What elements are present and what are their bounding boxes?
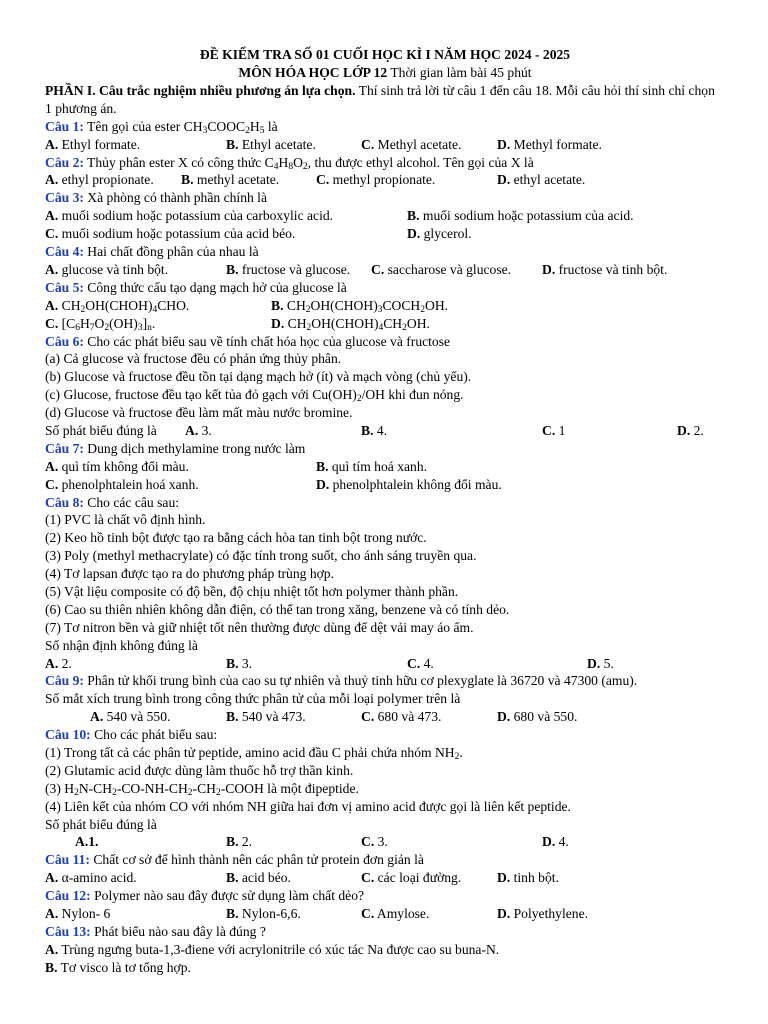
option-c[interactable]: C. 1 <box>542 422 566 438</box>
subscript: 2 <box>302 161 308 172</box>
question-label: Câu 5: <box>45 279 84 295</box>
question-text: Phân tử khối trung bình của cao su tự nhiên và thuỷ tinh hữu cơ plexyglate là 36720 và 47300 (amu). <box>83 673 638 689</box>
question-label: Câu 7: <box>45 440 84 456</box>
options-2 <box>45 171 725 189</box>
option-d[interactable]: D. 5. <box>587 655 614 671</box>
question-9 <box>45 672 725 690</box>
option-d[interactable]: D. glycerol. <box>407 226 472 242</box>
question-label: Câu 3: <box>45 190 84 206</box>
option-c[interactable]: C. Amylose. <box>361 906 430 921</box>
option-a[interactable]: A. α-amino acid. <box>45 870 137 886</box>
question-text: Công thức cấu tạo dạng mạch hở của glucose là <box>83 279 347 295</box>
option-d[interactable]: D. 680 và 550. <box>497 709 578 725</box>
option-a[interactable]: A. muối sodium hoặc potassium của carboxylic acid. <box>45 208 334 224</box>
option-b[interactable]: B. 540 và 473. <box>226 709 306 725</box>
question-text: O <box>293 154 303 170</box>
time-limit: Thời gian làm bài 45 phút <box>387 65 532 80</box>
option-d[interactable]: D. Methyl formate. <box>497 136 602 152</box>
question-text: Phát biểu nào sau đây là đúng ? <box>90 923 266 939</box>
question-ask: Số nhận định không đúng là <box>45 637 198 653</box>
question-label: Câu 9: <box>45 673 84 689</box>
question-text: Chất cơ sở để hình thành nên các phân tử protein đơn giản là <box>89 852 424 868</box>
option-c[interactable]: C. Methyl acetate. <box>361 136 462 152</box>
option-c[interactable]: C. methyl propionate. <box>316 172 436 188</box>
question-text: Polymer nào sau đây được sử dụng làm chất dẻo? <box>90 888 365 904</box>
options-3-row2 <box>45 225 725 243</box>
option-a[interactable]: A. Nylon- 6 <box>45 906 111 921</box>
option-c[interactable]: C. 3. <box>361 834 388 850</box>
statement: (d) Glucose và fructose đều làm mất màu nước bromine. <box>45 405 353 421</box>
exam-subtitle <box>45 64 725 82</box>
question-label: Câu 13: <box>45 923 91 939</box>
option-a[interactable]: A. 3. <box>185 422 212 438</box>
question-text: Dung dịch methylamine trong nước làm <box>83 440 306 456</box>
option-b[interactable]: B. $CH_2OH(CHOH)_3COCH_2OH$. <box>271 297 449 315</box>
option-a[interactable]: A.1. <box>75 834 99 850</box>
part-title: PHẦN I. Câu trắc nghiệm nhiều phương án lựa chọn. <box>45 83 356 98</box>
option-d[interactable]: D. tinh bột. <box>497 870 559 886</box>
question-label: Câu 6: <box>45 333 84 349</box>
question-10 <box>45 726 725 744</box>
options-1 <box>45 136 725 154</box>
statement: (4) Tơ lapsan được tạo ra do phương pháp trùng hợp. <box>45 566 334 582</box>
statement: (3) Poly (methyl methacrylate) có đặc tính trong suốt, cho ánh sáng truyền qua. <box>45 548 477 564</box>
question-7 <box>45 440 725 458</box>
question-label: Câu 12: <box>45 888 91 904</box>
options-6 <box>45 422 725 440</box>
options-9 <box>45 708 725 726</box>
option-a[interactable]: A. ethyl propionate. <box>45 172 154 188</box>
exam-title: ĐỀ KIỂM TRA SỐ 01 CUỐI HỌC KÌ I NĂM HỌC 2024 - 2025 <box>199 47 571 62</box>
option-a[interactable]: A. Ethyl formate. <box>45 136 141 152</box>
question-label: Câu 1: <box>45 118 84 134</box>
part-instruction: Thí sinh trả lời từ câu 1 đến câu 18. Mỗi câu hỏi thí sinh chỉ chọn 1 phương án. <box>45 83 715 116</box>
option-d[interactable]: D. $CH_2OH(CHOH)_4CH_2OH$. <box>271 315 430 333</box>
question-ask: Số phát biểu đúng là <box>45 816 157 832</box>
subscript: 4 <box>273 161 279 172</box>
question-12 <box>45 887 725 905</box>
question-text: H <box>249 118 260 134</box>
question-9-cont: Số mắt xích trung bình trong công thức phân tử của mỗi loại polymer trên là <box>45 691 461 707</box>
statement: (5) Vật liệu composite có độ bền, độ chịu nhiệt tốt hơn polymer thành phần. <box>45 583 459 599</box>
option-c[interactable]: C. 4. <box>407 655 434 671</box>
statement: (1) Trong tất cả các phân tử peptide, amino acid đầu C phải chứa nhóm $NH_2$. <box>45 744 463 762</box>
option-d[interactable]: D. 2. <box>677 422 704 438</box>
statement: (3) $H_2N-CH_2-CO-NH-CH_2-CH_2$-COOH là một đipeptide. <box>45 780 359 798</box>
exam-page <box>45 46 725 977</box>
subscript: 8 <box>288 161 294 172</box>
question-label: Câu 2: <box>45 154 84 170</box>
options-11 <box>45 869 725 887</box>
question-text: COOC <box>207 118 246 134</box>
option-d[interactable]: D. phenolphtalein không đổi màu. <box>316 476 502 492</box>
question-label: Câu 10: <box>45 727 91 743</box>
subscript: 2 <box>245 125 250 136</box>
statement: (c) Glucose, fructose đều tạo kết tủa đỏ gạch với $Cu(OH)_2/OH$ khi đun nóng. <box>45 387 464 405</box>
option-b[interactable]: B. Ethyl acetate. <box>226 136 316 152</box>
option-a[interactable]: A. $CH_2OH(CHOH)_4CHO$. <box>45 297 190 315</box>
options-3-row1 <box>45 207 725 225</box>
option-d[interactable]: D. fructose và tinh bột. <box>542 261 668 277</box>
option-b[interactable]: B. Nylon-6,6. <box>226 906 301 921</box>
options-7-row2 <box>45 476 725 494</box>
statement: (2) Glutamic acid được dùng làm thuốc hỗ trợ thần kinh. <box>45 762 354 778</box>
option-c[interactable]: C. saccharose và glucose. <box>371 261 512 277</box>
statement: (7) Tơ nitron bền và giữ nhiệt tốt nên thường được dùng để dệt vải may áo ấm. <box>45 619 474 635</box>
statement: (b) Glucose và fructose đều tồn tại dạng mạch hở (ít) và mạch vòng (chủ yếu). <box>45 369 472 385</box>
question-5 <box>45 279 725 297</box>
options-8 <box>45 655 725 673</box>
question-text: Cho các câu sau: <box>83 494 180 510</box>
option-a[interactable]: A. glucose và tinh bột. <box>45 261 169 277</box>
option-b[interactable]: B. quì tím hoá xanh. <box>316 458 428 474</box>
question-13 <box>45 923 725 941</box>
statement: (4) Liên kết của nhóm CO với nhóm NH giữa hai đơn vị amino acid được gọi là liên kết peptide. <box>45 798 571 814</box>
option-a[interactable]: A. Trùng ngưng buta-1,3-điene với acrylonitrile có xúc tác Na được cao su buna-N. <box>45 941 500 957</box>
question-2 <box>45 154 725 172</box>
subscript: 5 <box>259 125 265 136</box>
question-text: Tên gọi của ester CH <box>83 118 203 134</box>
option-c[interactable]: C. $[C_6H_7O_2(OH)_3]_n$. <box>45 315 156 333</box>
option-c[interactable]: C. phenolphtalein hoá xanh. <box>45 476 199 492</box>
option-b[interactable]: B. 3. <box>226 655 253 671</box>
options-10 <box>45 833 725 851</box>
options-4 <box>45 261 725 279</box>
question-1 <box>45 118 725 136</box>
statement: (6) Cao su thiên nhiên không dẫn điện, có thể tan trong xăng, benzene và có tính dẻo. <box>45 601 510 617</box>
statement: (1) PVC là chất vô định hình. <box>45 512 206 528</box>
statement: (a) Cả glucose và fructose đều có phản ứng thủy phân. <box>45 351 342 367</box>
option-c[interactable]: C. 680 và 473. <box>361 709 442 725</box>
option-d[interactable]: D. 4. <box>542 834 569 850</box>
question-label: Câu 4: <box>45 244 84 260</box>
option-b[interactable]: B. methyl acetate. <box>181 172 280 188</box>
option-a[interactable]: A. quì tím không đổi màu. <box>45 458 189 474</box>
option-a[interactable]: A. 540 và 550. <box>90 709 171 725</box>
subscript: 3 <box>202 125 208 136</box>
question-6 <box>45 333 725 351</box>
question-text: Cho các phát biểu sau: <box>90 727 218 743</box>
options-7-row1 <box>45 458 725 476</box>
option-b[interactable]: B. 2. <box>226 834 253 850</box>
option-b[interactable]: B. Tơ visco là tơ tổng hợp. <box>45 959 191 975</box>
question-8 <box>45 494 725 512</box>
question-text: là <box>264 118 278 134</box>
question-text: Cho các phát biểu sau về tính chất hóa học của glucose và fructose <box>83 333 451 349</box>
question-text: , thu được ethyl alcohol. Tên gọi của X là <box>307 154 534 170</box>
option-b[interactable]: B. 4. <box>361 422 388 438</box>
question-text: Thủy phân ester X có công thức C <box>83 154 274 170</box>
question-3 <box>45 189 725 207</box>
options-5-row1 <box>45 297 725 315</box>
option-c[interactable]: C. muối sodium hoặc potassium của acid béo. <box>45 226 296 242</box>
option-b[interactable]: B. fructose và glucose. <box>226 261 351 277</box>
question-label: Câu 8: <box>45 494 84 510</box>
options-12 <box>45 905 725 923</box>
subject: MÔN HÓA HỌC LỚP 12 <box>238 65 388 80</box>
question-4 <box>45 243 725 261</box>
option-d[interactable]: D. ethyl acetate. <box>497 172 586 188</box>
option-a[interactable]: A. 2. <box>45 655 72 671</box>
part-heading <box>45 82 725 118</box>
question-11 <box>45 851 725 869</box>
option-c[interactable]: C. các loại đường. <box>361 870 462 886</box>
question-label: Câu 11: <box>45 852 90 868</box>
question-ask: Số phát biểu đúng là <box>45 422 157 438</box>
question-text: Hai chất đồng phân của nhau là <box>83 244 259 260</box>
option-b[interactable]: B. acid béo. <box>226 870 291 886</box>
option-d[interactable]: D. Polyethylene. <box>497 906 588 921</box>
question-text: Xà phòng có thành phần chính là <box>83 190 267 206</box>
statement: (2) Keo hồ tinh bột được tạo ra bằng cách hòa tan tinh bột trong nước. <box>45 530 427 546</box>
option-b[interactable]: B. muối sodium hoặc potassium của acid. <box>407 208 634 224</box>
question-text: H <box>278 154 289 170</box>
options-5-row2 <box>45 315 725 333</box>
